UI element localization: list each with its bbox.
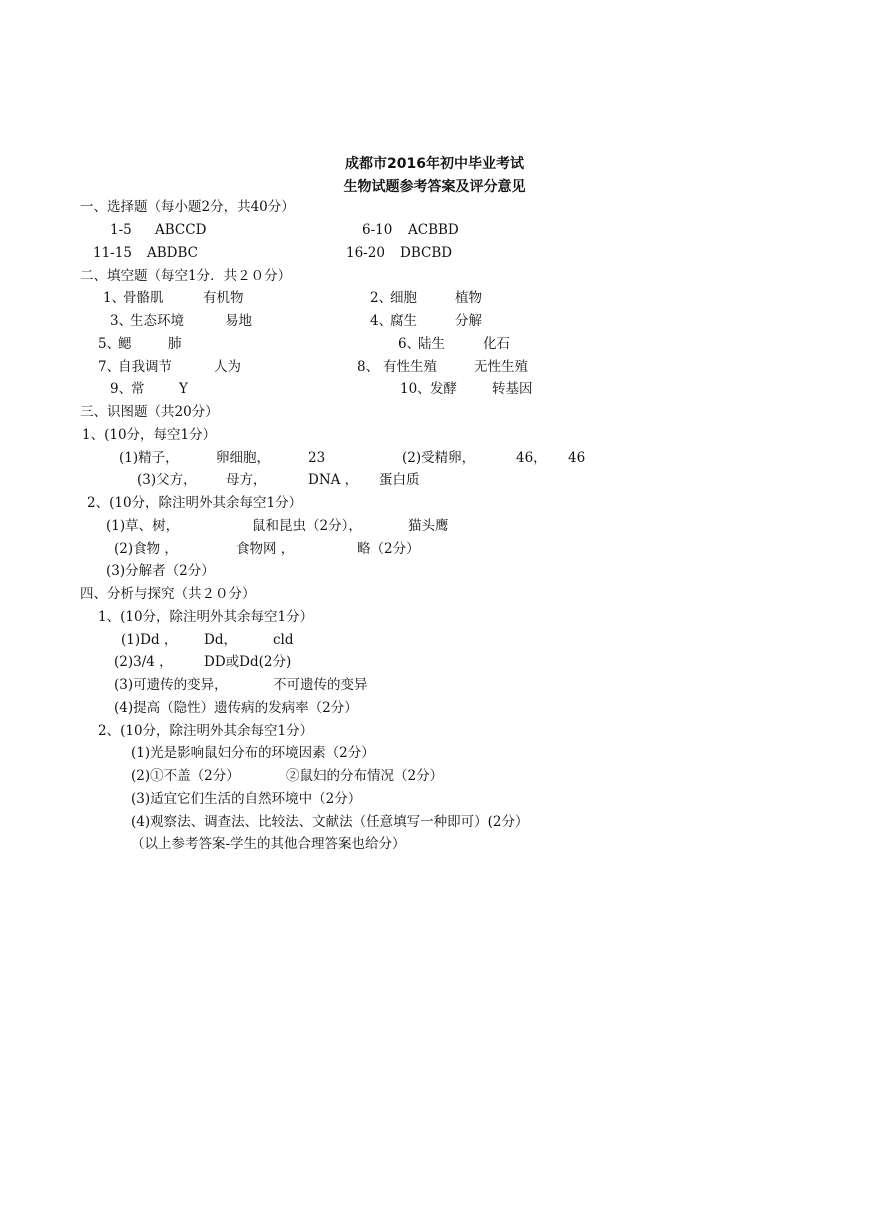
answer-text: 鼠和昆虫（2分）， (252, 518, 362, 534)
section2-heading: 二、填空题（每空1分．共２０分） (80, 268, 292, 284)
fill-answer: 发酵 (430, 381, 457, 397)
answer-text: (4)提高（隐性）遗传病的发病率（2分） (114, 700, 358, 716)
answer-text: (2)①不盖（2分） (131, 768, 240, 784)
answer-text: (1)光是影响鼠妇分布的环境因素（2分） (131, 745, 375, 761)
fill-answer: 易地 (225, 313, 252, 329)
section1-heading: 一、选择题（每小题2分，共40分） (80, 199, 295, 215)
answer-text: (2)受精卵， (402, 450, 476, 466)
answer-text: (3)可遗传的变异， (114, 677, 228, 693)
answer-text: (1)草、树， (106, 518, 180, 534)
fill-answer: 无性生殖 (474, 359, 528, 375)
fill-answer: 有机物 (203, 290, 244, 306)
answer-text: 蛋白质 (379, 472, 420, 488)
answer-text: 略（2分） (357, 541, 420, 557)
fill-answer: 化石 (483, 336, 510, 352)
fill-answer: 肺 (168, 336, 182, 352)
mc-range: 1-5 (110, 222, 132, 238)
answer-text: (1)精子， (119, 450, 179, 466)
fill-num: 5、 (98, 336, 121, 352)
answer-text: 不可遗传的变异 (273, 677, 368, 693)
document-subtitle: 生物试题参考答案及评分意见 (343, 179, 526, 195)
answer-text: Dd， (204, 632, 237, 648)
fill-answer: 自我调节 (118, 359, 172, 375)
answer-text: 食物网 ， (236, 541, 295, 557)
answer-text: 卵细胞， (216, 450, 270, 466)
fill-num: 10、 (400, 381, 431, 397)
answer-text: ②鼠妇的分布情况（2分） (286, 768, 444, 784)
answer-text: (3)父方， (137, 472, 197, 488)
mc-range: 11-15 (93, 245, 132, 261)
answer-text: 猫头鹰 (408, 518, 449, 534)
question-heading: 2、(10分，除注明外其余每空1分） (98, 723, 314, 739)
answer-text: 46， (516, 450, 547, 466)
mc-range: 16-20 (346, 245, 385, 261)
fill-num: 8、 (357, 359, 380, 375)
mc-range: 6-10 (362, 222, 393, 238)
fill-num: 1、 (103, 290, 126, 306)
fill-answer: Y (179, 381, 188, 397)
answer-text: 母方， (226, 472, 267, 488)
question-heading: 2、(10分，除注明外其余每空1分） (87, 495, 303, 511)
answer-text: DD或Dd(2分) (204, 654, 292, 670)
answer-text: 23 (308, 450, 326, 466)
fill-num: 6、 (398, 336, 421, 352)
fill-answer: 骨骼肌 (123, 290, 164, 306)
answer-text: (1)Dd ， (121, 632, 178, 648)
fill-num: 7、 (98, 359, 121, 375)
fill-num: 3、 (110, 313, 133, 329)
answer-text: (4)观察法、调查法、比较法、文献法（任意填写一种即可）(2分） (131, 814, 529, 830)
section3-heading: 三、识图题（共20分） (80, 404, 219, 420)
fill-answer: 植物 (455, 290, 482, 306)
fill-answer: 转基因 (492, 381, 533, 397)
answer-text: 46 (568, 450, 586, 466)
fill-num: 9、 (110, 381, 133, 397)
fill-answer: 鳃 (118, 336, 132, 352)
fill-answer: 人为 (214, 359, 241, 375)
mc-answers: ABCCD (155, 222, 207, 238)
fill-answer: 生态环境 (130, 313, 184, 329)
answer-text: cld (273, 632, 294, 648)
fill-num: 4、 (370, 313, 393, 329)
fill-answer: 细胞 (390, 290, 417, 306)
answer-text: (2)3/4 ， (114, 654, 173, 670)
fill-answer: 有性生殖 (383, 359, 437, 375)
document-title: 成都市2016年初中毕业考试 (345, 156, 524, 172)
mc-answers: ACBBD (408, 222, 459, 238)
question-heading: 1、(10分，除注明外其余每空1分） (98, 609, 314, 625)
fill-answer: 分解 (455, 313, 482, 329)
fill-answer: 腐生 (390, 313, 417, 329)
answer-text: (3)适宜它们生活的自然环境中（2分） (131, 791, 362, 807)
fill-answer: 陆生 (418, 336, 445, 352)
fill-answer: 常 (131, 381, 145, 397)
mc-answers: DBCBD (400, 245, 453, 261)
answer-text: DNA ， (308, 472, 359, 488)
section4-heading: 四、分析与探究（共２０分） (80, 586, 256, 602)
answer-text: (2)食物 ， (114, 541, 178, 557)
question-heading: 1、(10分，每空1分） (82, 427, 217, 443)
mc-answers: ABDBC (147, 245, 198, 261)
fill-num: 2、 (370, 290, 393, 306)
answer-text: (3)分解者（2分） (106, 563, 215, 579)
grading-note: （以上参考答案-学生的其他合理答案也给分） (131, 836, 406, 852)
